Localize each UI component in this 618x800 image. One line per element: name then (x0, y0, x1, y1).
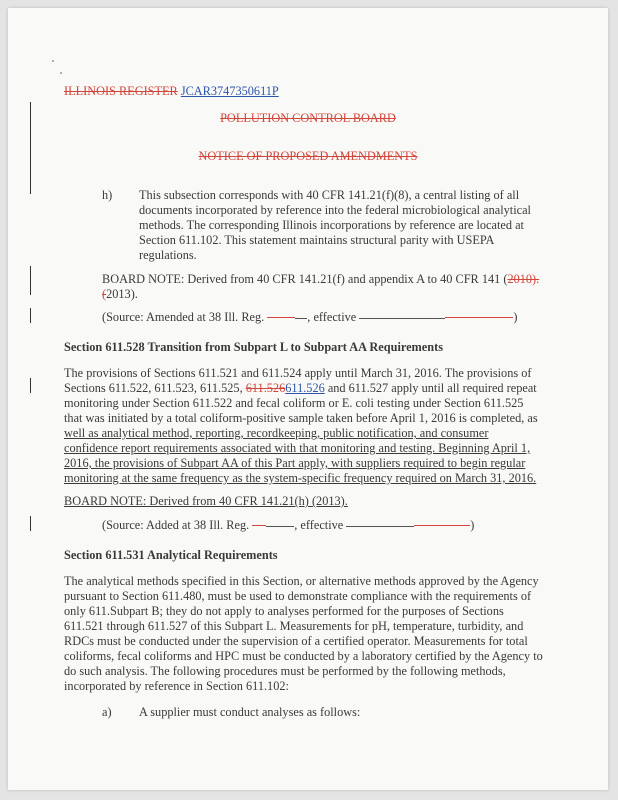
source-blank (266, 525, 294, 527)
register-new: JCAR3747350611P (180, 84, 279, 98)
section-531-line: The analytical methods specified in this Section, or alternative methods approved by the Agency (64, 574, 539, 588)
section-531-line: only 611.Subpart B; they do not apply to analyses performed for the purposes of Sections (64, 604, 504, 618)
source-blank-deleted (252, 524, 266, 526)
section-528-line (64, 381, 537, 396)
section-528-line: well as analytical method, reporting, recordkeeping, public notification, and consumer (64, 426, 489, 440)
board-name: POLLUTION CONTROL BOARD (220, 111, 396, 125)
section-531-line: do such analysis. The following procedures must be performed by the following methods, (64, 664, 506, 678)
source-date-blank-deleted (445, 316, 513, 318)
section-528-line: that was initiated by a total coliform-positive sample taken before April 1, 2016 is completed, as (64, 411, 538, 425)
board-note-deleted: 2010). (507, 272, 540, 286)
item-h-line: regulations. (139, 248, 197, 262)
scan-speck (60, 72, 62, 74)
register-header (64, 84, 279, 99)
item-h-line: documents incorporated by reference into the federal microbiological analytical (139, 203, 531, 217)
source-blank-deleted (267, 316, 295, 318)
section-528-inserted: 611.526 (285, 381, 325, 395)
source-middle: , effective (307, 310, 357, 324)
section-528-line: 2016, the provisions of Subpart AA of this Part apply, with suppliers required to begin regular (64, 456, 526, 470)
scan-speck (52, 60, 54, 62)
source-suffix: ) (513, 310, 518, 324)
section-531-line: coliforms, fecal coliforms and HPC must be conducted by a laboratory certified by the Agency to (64, 649, 543, 663)
board-note-line2-deleted: ( (102, 287, 107, 301)
board-note: BOARD NOTE: Derived from 40 CFR 141.21(h) (2013). (64, 494, 348, 508)
item-a-marker: a) (102, 705, 112, 719)
section-528-text: Sections 611.522, 611.523, 611.525, (64, 381, 246, 395)
source-middle: , effective (294, 518, 344, 532)
change-bar (30, 516, 31, 531)
notice-title: NOTICE OF PROPOSED AMENDMENTS (198, 149, 418, 163)
section-531-line: pursuant to Section 611.480, must be used to demonstrate compliance with the requirements of (64, 589, 532, 603)
source-prefix: (Source: Amended at 38 Ill. Reg. (102, 310, 265, 324)
source-suffix: ) (470, 518, 475, 532)
board-note-line2-text: 2013). (106, 287, 138, 301)
source-date-blank (359, 317, 445, 319)
change-bar (30, 378, 31, 393)
source-date-blank (346, 525, 414, 527)
section-528-deleted: 611.526 (245, 381, 286, 395)
section-528-line: monitoring at the same frequency as the system-specific frequency required on March 31, 2016. (64, 471, 537, 485)
section-heading: Section 611.528 Transition from Subpart L to Subpart AA Requirements (64, 340, 443, 354)
source-prefix: (Source: Added at 38 Ill. Reg. (102, 518, 250, 532)
item-h-marker: h) (102, 188, 113, 202)
section-528-line: confidence report requirements associated with that monitoring and testing. Beginning April 1, (64, 441, 531, 455)
source-line (102, 518, 474, 533)
board-note-line2 (102, 287, 138, 302)
section-528-text: and 611.527 apply until all required repeat (324, 381, 537, 395)
register-old: ILLINOIS REGISTER (64, 84, 178, 98)
item-a-text: A supplier must conduct analyses as follows: (139, 705, 361, 719)
change-bar (30, 266, 31, 295)
section-531-line: incorporated by reference in Section 611.102: (64, 679, 289, 693)
section-heading: Section 611.531 Analytical Requirements (64, 548, 278, 562)
source-blank (295, 317, 307, 319)
item-h-line: This subsection corresponds with 40 CFR 141.21(f)(8), a central listing of all (139, 188, 520, 202)
item-h-line: Section 611.102. This statement maintains structural parity with USEPA (139, 233, 495, 247)
item-h-line: methods. The corresponding Illinois incorporations by reference are located at (139, 218, 524, 232)
board-note-text: BOARD NOTE: Derived from 40 CFR 141.21(f) and appendix A to 40 CFR 141 ( (102, 272, 508, 286)
section-528-line: The provisions of Sections 611.521 and 611.524 apply until March 31, 2016. The provisions of (64, 366, 532, 380)
section-528-line: monitoring under Section 611.522 and fecal coliform or E. coli testing under Section 611.525 (64, 396, 524, 410)
document-page (8, 8, 608, 790)
source-line (102, 310, 517, 325)
board-note (102, 272, 539, 287)
source-date-blank-deleted (414, 524, 470, 526)
section-531-line: 611.521 through 611.527 of this Subpart L. Measurements for pH, temperature, turbidity, and (64, 619, 524, 633)
section-531-line: RDCs must be conducted under the supervision of a certified operator. Measurements for total (64, 634, 528, 648)
change-bar (30, 308, 31, 323)
